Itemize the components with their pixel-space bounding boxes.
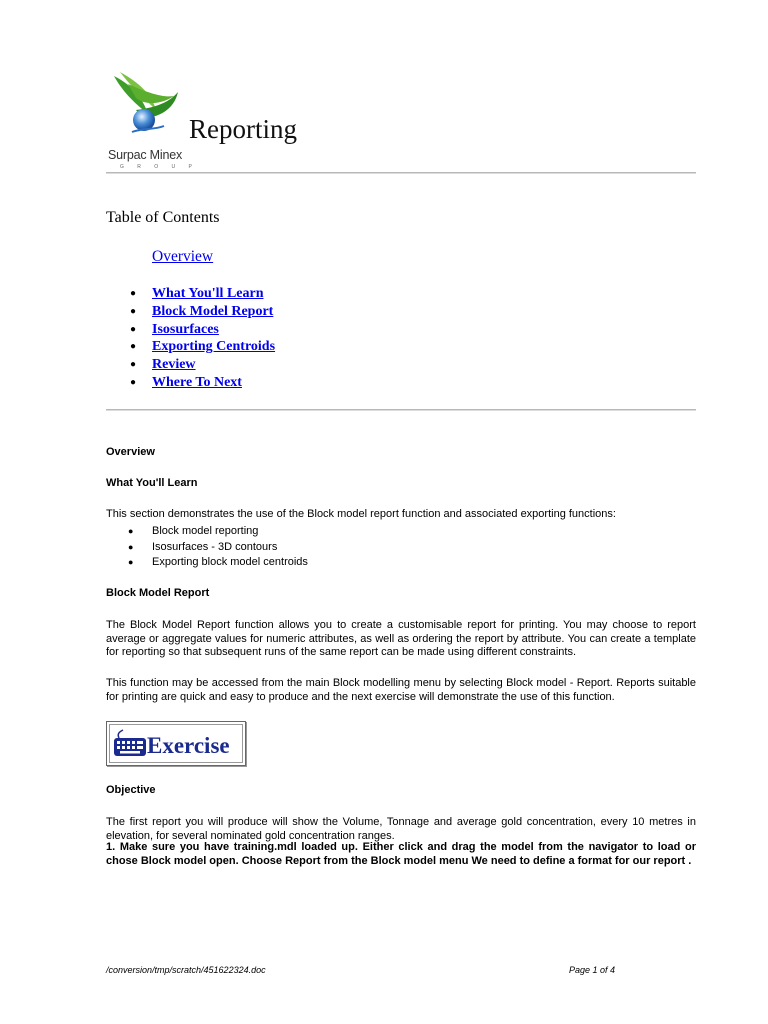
list-item-text: Exporting block model centroids <box>152 556 308 569</box>
list-item <box>126 540 308 556</box>
overview-heading: Overview <box>106 446 155 458</box>
learn-heading: What You'll Learn <box>106 477 198 489</box>
block-model-report-heading: Block Model Report <box>106 587 210 599</box>
page-title: Reporting <box>189 114 297 144</box>
learn-intro: This section demonstrates the use of the Block model report function and associated exporting functions: <box>106 508 616 520</box>
header-divider <box>106 172 696 174</box>
block-model-report-paragraph-1: The Block Model Report function allows you to create a customisable report for printing. You may choose to report average or aggregate values for numeric attributes, as well as ordering the report by attribute. You can create a template for reporting so that subsequent runs of the same report can be made using different constraints. <box>106 619 696 659</box>
toc-link-block-model-report[interactable]: Block Model Report <box>152 303 274 319</box>
keyboard-icon <box>113 728 147 758</box>
toc-item <box>125 303 275 321</box>
logo-text: Surpac Minex <box>108 148 183 162</box>
toc-link-review[interactable]: Review <box>152 357 196 373</box>
toc-item <box>125 374 275 392</box>
toc-list <box>125 285 275 392</box>
exercise-badge <box>106 721 246 766</box>
footer-file-path: /conversion/tmp/scratch/451622324.doc <box>106 965 266 975</box>
toc-divider <box>106 409 696 411</box>
footer-page-number: Page 1 of 4 <box>569 965 616 975</box>
logo-leaf-icon <box>106 70 186 150</box>
list-item <box>126 555 308 571</box>
bullet-icon: ● <box>130 359 137 371</box>
step-1-instruction: 1. Make sure you have training.mdl loaded up. Either click and drag the model from the navigator to load or chose Block model open. Choose Report from the Block model menu We need to define a format for our report . <box>106 841 696 867</box>
toc-link-what-youll-learn[interactable]: What You'll Learn <box>152 286 264 301</box>
toc-link-where-to-next[interactable]: Where To Next <box>152 374 242 390</box>
bullet-icon: ● <box>130 288 137 299</box>
exercise-label: Exercise <box>147 733 230 758</box>
bullet-icon: ● <box>130 323 137 335</box>
learn-list <box>126 524 308 571</box>
toc-link-isosurfaces[interactable]: Isosurfaces <box>152 321 219 337</box>
toc-overview-link[interactable]: Overview <box>152 248 214 265</box>
objective-paragraph: The first report you will produce will show the Volume, Tonnage and average gold concentration, every 10 metres in elevation, for several nominated gold concentration ranges. <box>106 816 696 842</box>
toc-item <box>125 321 275 339</box>
bullet-icon: ● <box>128 541 134 552</box>
bullet-icon: ● <box>130 305 137 317</box>
toc-title: Table of Contents <box>106 209 220 226</box>
list-item-text: Block model reporting <box>152 525 259 537</box>
list-item <box>126 524 308 540</box>
bullet-icon: ● <box>130 341 137 353</box>
logo-subtext: G R O U P <box>120 164 198 170</box>
toc-item <box>125 356 275 374</box>
toc-link-exporting-centroids[interactable]: Exporting Centroids <box>152 339 276 355</box>
bullet-icon: ● <box>130 376 137 388</box>
toc-item <box>125 338 275 356</box>
bullet-icon: ● <box>128 557 134 568</box>
bullet-icon: ● <box>128 526 134 536</box>
toc-item <box>125 285 275 303</box>
block-model-report-paragraph-2: This function may be accessed from the main Block modelling menu by selecting Block model - Report. Reports suitable for printing are quick and easy to produce and the next exercise will demonstrate the use of this function. <box>106 677 696 703</box>
list-item-text: Isosurfaces - 3D contours <box>152 540 278 553</box>
objective-heading: Objective <box>106 784 156 796</box>
